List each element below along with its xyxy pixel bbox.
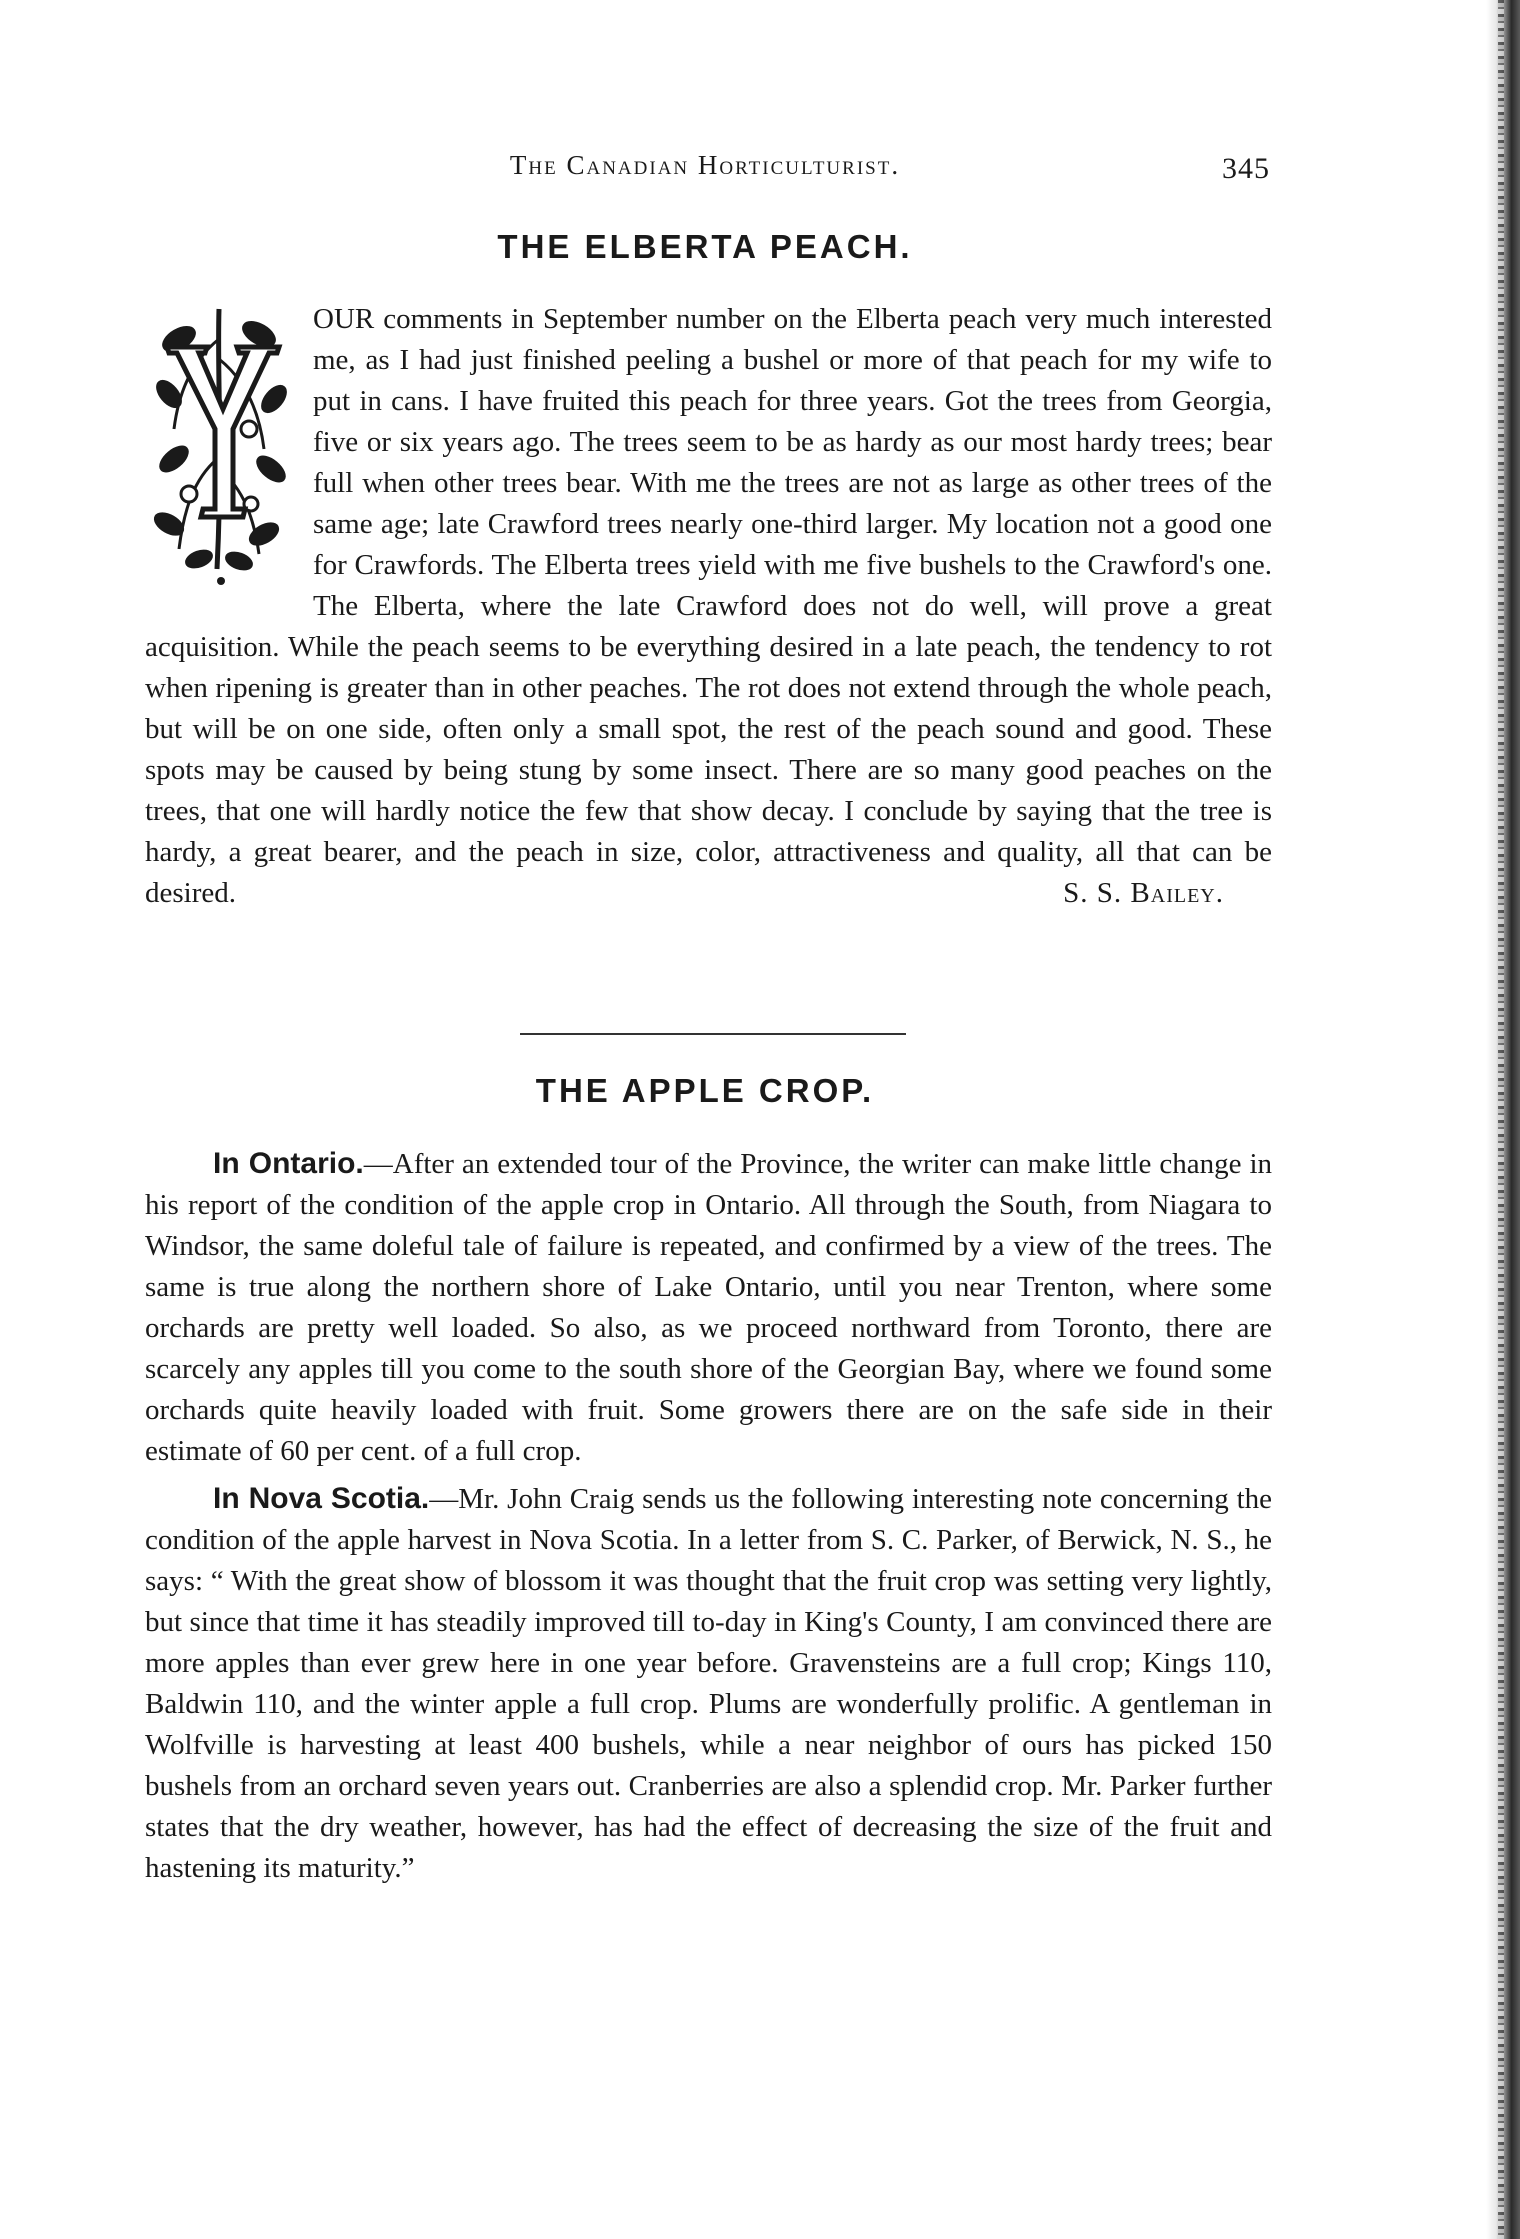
paragraph-ontario <box>145 1143 1272 1472</box>
paragraph-text: —Mr. John Craig sends us the following interesting note concerning the condition of the apple harvest in Nova Scotia. In a letter from S. C. Parker, of Berwick, N. S., he says: “ With the great show of blossom it was thought that the fruit crop was setting very lightly, but since that time it has steadily improved till to-day in King's County, I am convinced there are more apples than ever grew here in one year before. Gravensteins are a full crop; Kings 110, Baldwin 110, and the winter apple a full crop. Plums are wonderfully prolific. A gentleman in Wolfville is harvesting at least 400 bushels, while a near neighbor of ours has picked 150 bushels from an orchard seven years out. Cranberries are also a splendid crop. Mr. Parker further states that the dry weather, however, has had the effect of decreasing the size of the fruit and hastening its maturity.” <box>145 1483 1272 1884</box>
scanned-page-edge <box>1486 0 1520 2239</box>
article-title-apple-crop: THE APPLE CROP. <box>535 1072 875 1109</box>
paragraph-nova-scotia <box>145 1478 1272 1889</box>
running-title: The Canadian Horticulturist. <box>509 150 901 180</box>
article-body-elberta-peach <box>145 299 1272 914</box>
section-divider <box>520 1033 906 1035</box>
article-title-elberta-peach: THE ELBERTA PEACH. <box>497 228 913 265</box>
article-body-apple-crop <box>145 1143 1272 1889</box>
author-signature: S. S. Bailey. <box>1063 877 1224 909</box>
paragraph-text: —After an extended tour of the Province, the writer can make little change in his report of the condition of the apple crop in Ontario. All through the South, from Niagara to Windsor, the same doleful tale of failure is repeated, and confirmed by a view of the trees. The same is true along the northern shore of Lake Ontario, until you near Trenton, where some orchards are pretty well loaded. So also, as we proceed northward from Toronto, there are scarcely any apples till you come to the south shore of the Georgian Bay, where we found some orchards quite heavily loaded with fruit. Some growers there are on the safe side in their estimate of 60 per cent. of a full crop. <box>145 1148 1273 1467</box>
floral-initial-icon <box>139 299 309 589</box>
page-number: 345 <box>1222 152 1270 185</box>
ornamental-drop-cap <box>139 299 309 589</box>
run-in-heading: In Ontario. <box>213 1147 364 1180</box>
article-body-text: OUR comments in September number on the Elberta peach very much interested me, as I had just finished peeling a bushel or more of that peach for my wife to put in cans. I have fruited this peach for three years. Got the trees from Georgia, five or six years ago. The trees seem to be as hardy as our most hardy trees; bear full when other trees bear. With me the trees are not as large as other trees of the same age; late Crawford trees nearly one-third larger. My location not a good one for Crawfords. The Elberta trees yield with me five bushels to the Crawford's one. The Elberta, where the late Crawford does not do well, will prove a great acquisition. While the peach seems to be everything desired in a late peach, the tendency to rot when ripening is greater than in other peaches. The rot does not extend through the whole peach, but will be on one side, often only a small spot, the rest of the peach sound and good. These spots may be caused by being stung by some insect. There are so many good peaches on the trees, that one will hardly notice the few that show decay. I conclude by saying that the tree is hardy, a great bearer, and the peach in size, color, attractiveness and quality, all that can be desired. <box>145 303 1272 909</box>
run-in-heading: In Nova Scotia. <box>213 1482 430 1515</box>
